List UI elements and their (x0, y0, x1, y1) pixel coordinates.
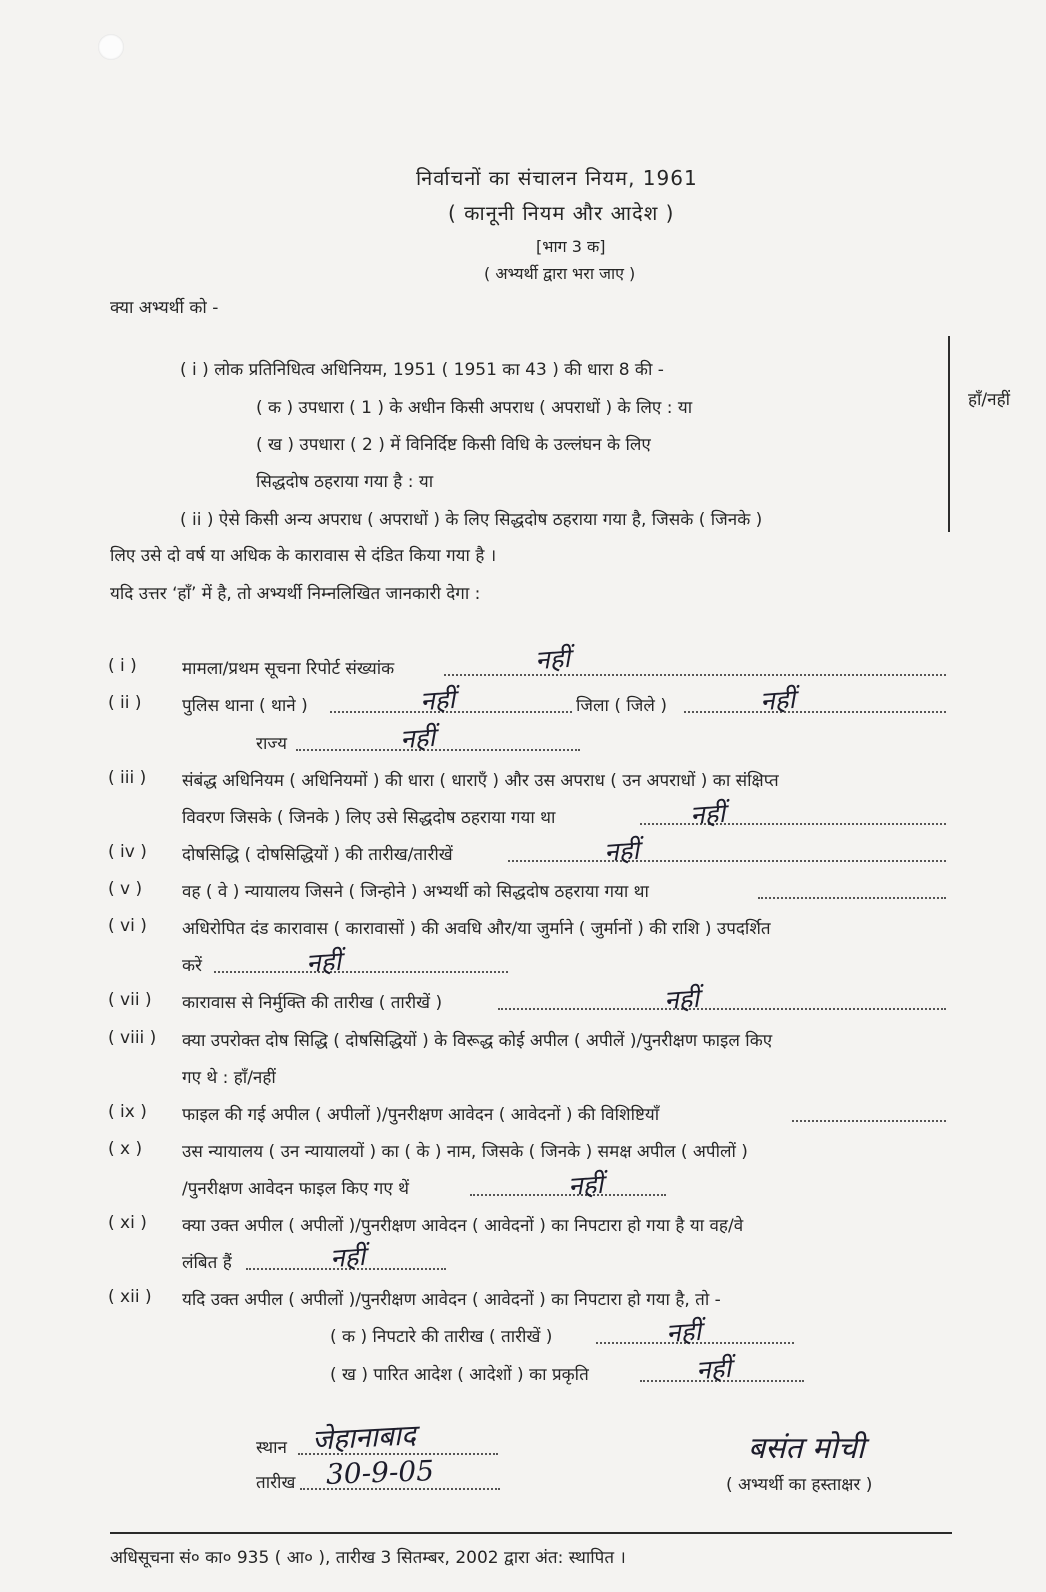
fill-line (684, 711, 946, 713)
item-label: /पुनरीक्षण आवेदन फाइल किए गए थें (182, 1179, 410, 1199)
fill-line (758, 897, 946, 899)
fill-line (508, 860, 946, 862)
item-number: ( xii ) (108, 1287, 152, 1307)
item-label: करें (182, 956, 203, 976)
item-number: ( iii ) (108, 768, 147, 788)
signature: बसंत मोची (748, 1431, 865, 1466)
item-number: ( vi ) (108, 916, 147, 936)
handwritten-answer: नहीं (665, 1316, 703, 1350)
answer-column-bar (948, 336, 950, 532)
item-label: राज्य (256, 734, 287, 754)
handwritten-answer: नहीं (329, 1241, 367, 1275)
handwritten-date: 30-9-05 (325, 1454, 435, 1491)
question-ii-cont: लिए उसे दो वर्ष या अधिक के कारावास से दंडित किया गया है । (110, 546, 497, 566)
item-number: ( iv ) (108, 842, 147, 862)
handwritten-place: जेहानाबाद (311, 1418, 417, 1457)
heading-subtitle: ( कानूनी नियम और आदेश ) (448, 201, 675, 225)
item-label: ( क ) निपटारे की तारीख ( तारीखें ) (330, 1327, 553, 1347)
yes-no-label: हाँ/नहीं (968, 390, 1011, 410)
item-number: ( ix ) (108, 1102, 147, 1122)
heading-part: [भाग 3 क] (536, 237, 606, 256)
fill-line (444, 674, 946, 676)
handwritten-answer: नहीं (603, 835, 641, 869)
handwritten-answer: नहीं (419, 684, 457, 718)
item-number: ( vii ) (108, 990, 152, 1010)
place-label: स्थान (256, 1438, 287, 1458)
fill-line (498, 1008, 946, 1010)
date-label: तारीख (256, 1473, 296, 1493)
item-label: ( ख ) पारित आदेश ( आदेशों ) का प्रकृति (330, 1365, 589, 1385)
item-label: विवरण जिसके ( जिनके ) लिए उसे सिद्धदोष ठहराया गया था (182, 808, 556, 828)
question-i: ( i ) लोक प्रतिनिधित्व अधिनियम, 1951 ( 1951 का 43 ) की धारा 8 की - (180, 360, 664, 380)
handwritten-answer: नहीं (663, 983, 701, 1017)
item-number: ( xi ) (108, 1213, 147, 1233)
item-number: ( i ) (108, 656, 137, 676)
fill-line (640, 823, 946, 825)
handwritten-answer: नहीं (689, 798, 727, 832)
handwritten-answer: नहीं (305, 946, 343, 980)
item-label: गए थे : हाँ/नहीं (182, 1068, 276, 1088)
item-label: जिला ( जिले ) (576, 696, 667, 716)
fill-line (296, 749, 580, 751)
item-label: दोषसिद्धि ( दोषसिद्धियों ) की तारीख/तारीखें (182, 845, 453, 865)
item-label: मामला/प्रथम सूचना रिपोर्ट संख्यांक (182, 659, 395, 679)
handwritten-answer: नहीं (695, 1353, 733, 1387)
intro-text: क्या अभ्यर्थी को - (110, 298, 219, 318)
heading-title: निर्वाचनों का संचालन नियम, 1961 (416, 166, 698, 190)
footer-rule (110, 1532, 952, 1534)
notification-text: अधिसूचना सं० का० 935 ( आ० ), तारीख 3 सितम्बर, 2002 द्वारा अंत: स्थापित । (110, 1548, 626, 1568)
item-label: फाइल की गई अपील ( अपीलों )/पुनरीक्षण आवेदन ( आवेदनों ) की विशिष्टियाँ (182, 1105, 660, 1125)
item-label: वह ( वे ) न्यायालय जिसने ( जिन्होने ) अभ्यर्थी को सिद्धदोष ठहराया गया था (182, 882, 649, 902)
item-number: ( x ) (108, 1139, 143, 1159)
item-label: यदि उक्त अपील ( अपीलों )/पुनरीक्षण आवेदन ( आवेदनों ) का निपटारा हो गया है, तो - (182, 1290, 721, 1310)
handwritten-answer: नहीं (399, 722, 437, 756)
item-label: उस न्यायालय ( उन न्यायालयों ) का ( के ) नाम, जिसके ( जिनके ) समक्ष अपील ( अपीलों ) (182, 1142, 748, 1162)
signature-label: ( अभ्यर्थी का हस्ताक्षर ) (726, 1475, 873, 1495)
fill-line (214, 971, 508, 973)
question-i-kha: ( ख ) उपधारा ( 2 ) में विनिर्दिष्ट किसी विधि के उल्लंघन के लिए (256, 435, 651, 455)
question-i-ka: ( क ) उपधारा ( 1 ) के अधीन किसी अपराध ( अपराधों ) के लिए : या (256, 398, 693, 418)
item-number: ( v ) (108, 879, 143, 899)
heading-note: ( अभ्यर्थी द्वारा भरा जाए ) (484, 264, 636, 283)
item-label: पुलिस थाना ( थाने ) (182, 696, 308, 716)
item-label: संबंद्ध अधिनियम ( अधिनियमों ) की धारा ( धाराएँ ) और उस अपराध ( उन अपराधों ) का संक्षिप्त (182, 771, 779, 791)
item-label: क्या उक्त अपील ( अपीलों )/पुनरीक्षण आवेदन ( आवेदनों ) का निपटारा हो गया है या वह/वे (182, 1216, 744, 1236)
handwritten-answer: नहीं (567, 1169, 605, 1203)
item-number: ( viii ) (108, 1028, 157, 1048)
item-label: क्या उपरोक्त दोष सिद्धि ( दोषसिद्धियों ) के विरूद्ध कोई अपील ( अपीलें )/पुनरीक्षण फाइल किए (182, 1031, 773, 1051)
item-label: लंबित हैं (182, 1253, 232, 1273)
if-yes-instruction: यदि उत्तर ‘हाँ’ में है, तो अभ्यर्थी निम्नलिखित जानकारी देगा : (110, 584, 481, 604)
question-ii: ( ii ) ऐसे किसी अन्य अपराध ( अपराधों ) के लिए सिद्धदोष ठहराया गया है, जिसके ( जिनके ) (180, 510, 763, 530)
item-number: ( ii ) (108, 693, 142, 713)
handwritten-answer: नहीं (534, 643, 572, 677)
fill-line (792, 1120, 946, 1122)
item-label: अधिरोपित दंड कारावास ( कारावासों ) की अवधि और/या जुर्माने ( जुर्मानों ) की राशि ) उपदर्शित (182, 919, 771, 939)
item-label: कारावास से निर्मुक्ति की तारीख ( तारीखें ) (182, 993, 443, 1013)
punch-hole (98, 34, 124, 60)
question-i-kha-cont: सिद्धदोष ठहराया गया है : या (256, 472, 434, 492)
handwritten-answer: नहीं (759, 684, 797, 718)
